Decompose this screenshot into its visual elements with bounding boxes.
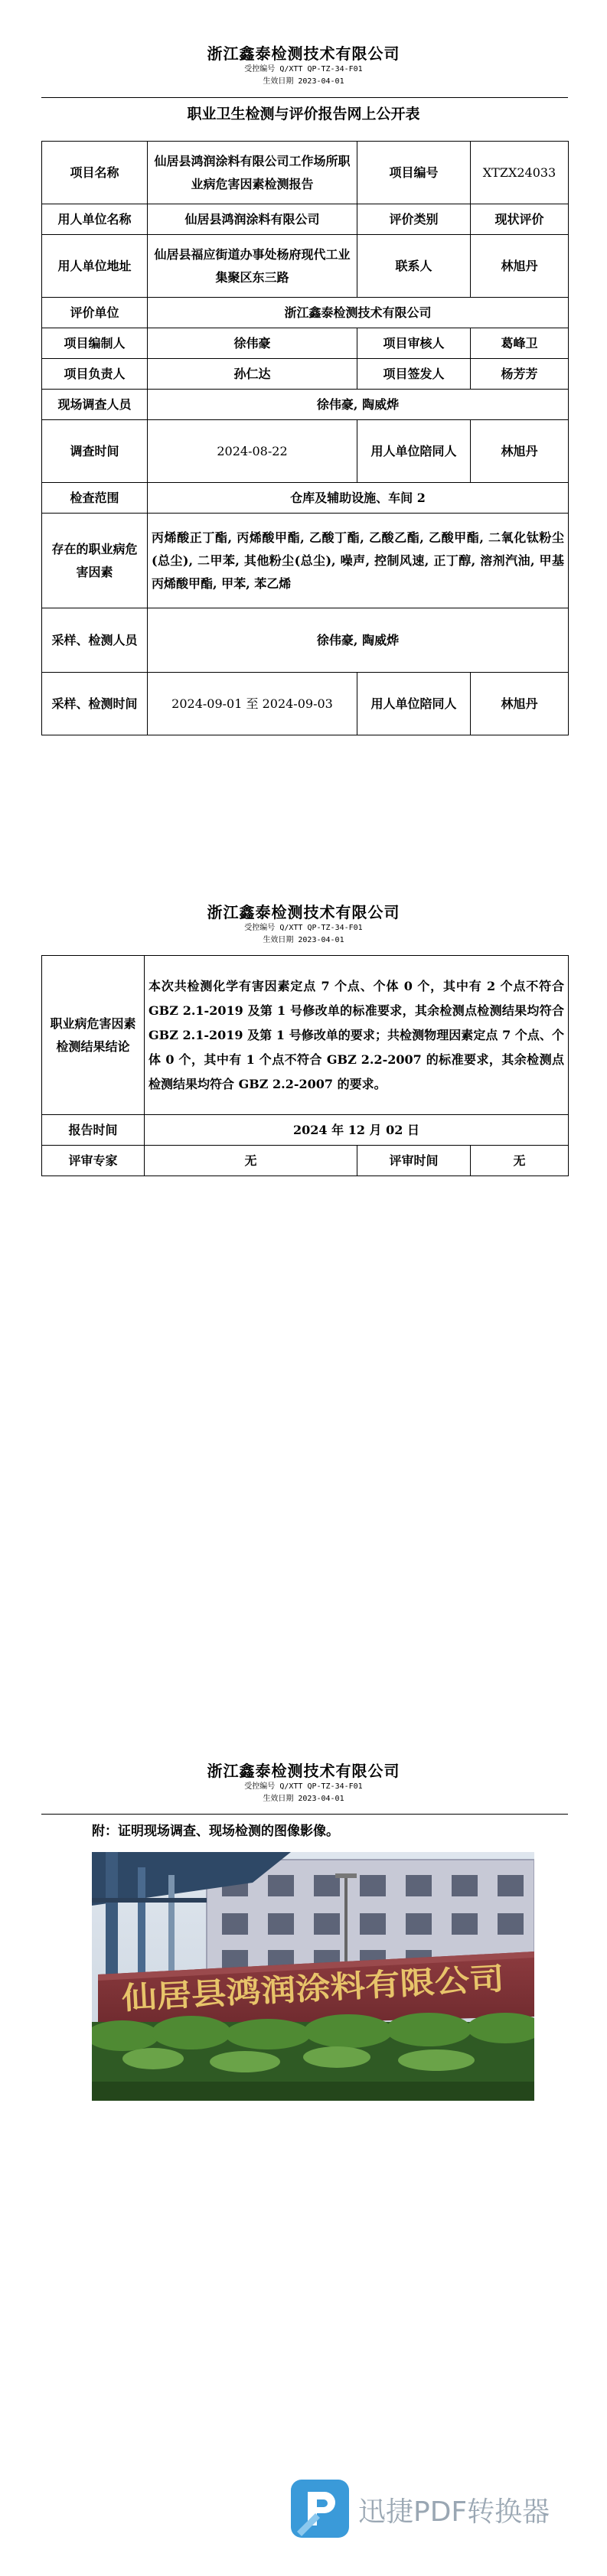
employer: 仙居县鸿润涂料有限公司 (148, 204, 357, 235)
pdf-logo-icon (289, 2478, 351, 2539)
label-scope: 检查范围 (42, 483, 148, 514)
label-project-name: 项目名称 (42, 142, 148, 204)
label-leader: 项目负责人 (42, 359, 148, 390)
site-photo (92, 1852, 534, 2101)
label-compiler: 项目编制人 (42, 328, 148, 359)
project-name: 仙居县鸿润涂料有限公司工作场所职业病危害因素检测报告 (148, 142, 357, 204)
control-number: 受控编号 Q/XTT QP-TZ-34-F01 (244, 924, 363, 932)
label-survey-time: 调查时间 (42, 420, 148, 483)
label-survey-accompany: 用人单位陪同人 (357, 420, 471, 483)
sampling-accompany: 林旭丹 (471, 673, 569, 735)
expert: 无 (145, 1146, 357, 1176)
label-expert: 评审专家 (42, 1146, 145, 1176)
annex-note: 附：证明现场调查、现场检测的图像影像。 (92, 1824, 339, 1839)
label-signer: 项目签发人 (357, 359, 471, 390)
page2-header (0, 900, 607, 947)
company-name: 浙江鑫泰检测技术有限公司 (207, 1762, 400, 1780)
company-sign-text: 仙居县鸿润涂料有限公司 (121, 1963, 459, 2017)
info-table (41, 141, 569, 735)
sampling-time: 2024-09-01 至 2024-09-03 (148, 673, 357, 735)
investigators: 徐伟豪, 陶威烨 (148, 390, 569, 420)
page-title: 职业卫生检测与评价报告网上公开表 (187, 106, 420, 122)
survey-time: 2024-08-22 (148, 420, 357, 483)
effective-date: 生效日期 2023-04-01 (263, 1795, 344, 1803)
label-project-no: 项目编号 (357, 142, 471, 204)
control-number: 受控编号 Q/XTT QP-TZ-34-F01 (244, 1782, 363, 1791)
label-samplers: 采样、检测人员 (42, 608, 148, 673)
hazards: 丙烯酸正丁酯, 丙烯酸甲酯, 乙酸丁酯, 乙酸乙酯, 乙酸甲酯, 二氧化钛粉尘(总尘), 二甲苯, 其他粉尘(总尘), 噪声, 控制风速, 正丁醇, 溶剂汽油, 甲基丙烯酸甲酯, 甲苯, 苯乙烯 (148, 514, 569, 608)
label-review-time: 评审时间 (357, 1146, 471, 1176)
samplers: 徐伟豪, 陶威烨 (148, 608, 569, 673)
label-eval-type: 评价类别 (357, 204, 471, 235)
report-time: 2024 年 12 月 02 日 (145, 1115, 569, 1146)
label-investigators: 现场调查人员 (42, 390, 148, 420)
reviewer: 葛峰卫 (471, 328, 569, 359)
effective-date: 生效日期 2023-04-01 (263, 77, 344, 86)
company-name: 浙江鑫泰检测技术有限公司 (207, 903, 400, 921)
conclusion: 本次共检测化学有害因素定点 7 个点、个体 0 个，其中有 2 个点不符合 GBZ 2.1-2019 及第 1 号修改单的标准要求，其余检测点检测结果均符合 GBZ 2.1-2019 及第 1 号修改单的要求；共检测物理因素定点 7 个点、个体 0 个，其中有 1 个点不符合 GBZ 2.2-2007 的标准要求，其余检测点检测结果均符合 GBZ 2.2-2007 的要求。 (145, 956, 569, 1115)
label-reviewer: 项目审核人 (357, 328, 471, 359)
control-number: 受控编号 Q/XTT QP-TZ-34-F01 (244, 65, 363, 73)
result-table (41, 955, 569, 1176)
label-address: 用人单位地址 (42, 235, 148, 298)
contact: 林旭丹 (471, 235, 569, 298)
evaluator: 浙江鑫泰检测技术有限公司 (148, 298, 569, 328)
signer: 杨芳芳 (471, 359, 569, 390)
converter-watermark (289, 2475, 580, 2544)
company-name: 浙江鑫泰检测技术有限公司 (207, 44, 400, 63)
review-time: 无 (471, 1146, 569, 1176)
header-rule (41, 97, 568, 98)
label-hazards: 存在的职业病危害因素 (42, 514, 148, 608)
label-employer: 用人单位名称 (42, 204, 148, 235)
effective-date: 生效日期 2023-04-01 (263, 936, 344, 944)
leader: 孙仁达 (148, 359, 357, 390)
eval-type: 现状评价 (471, 204, 569, 235)
watermark-text: 迅捷PDF转换器 (358, 2496, 550, 2528)
header-rule (41, 1814, 568, 1815)
label-sampling-accompany: 用人单位陪同人 (357, 673, 471, 735)
label-evaluator: 评价单位 (42, 298, 148, 328)
page1-header (0, 41, 607, 88)
label-contact: 联系人 (357, 235, 471, 298)
label-conclusion: 职业病危害因素检测结果结论 (42, 956, 145, 1115)
project-no: XTZX24033 (471, 142, 569, 204)
compiler: 徐伟豪 (148, 328, 357, 359)
label-sampling-time: 采样、检测时间 (42, 673, 148, 735)
scope: 仓库及辅助设施、车间 2 (148, 483, 569, 514)
survey-accompany: 林旭丹 (471, 420, 569, 483)
label-report-time: 报告时间 (42, 1115, 145, 1146)
page3-header (0, 1759, 607, 1805)
address: 仙居县福应街道办事处杨府现代工业集聚区东三路 (148, 235, 357, 298)
